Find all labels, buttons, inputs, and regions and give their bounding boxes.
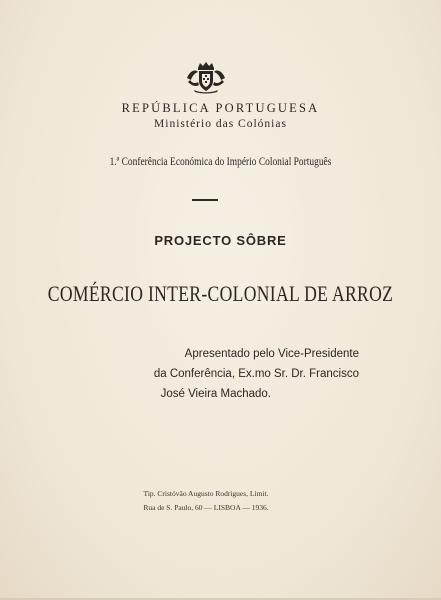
presented-by-line: da Conferência, Ex.mo Sr. Dr. Francisco [153, 368, 359, 380]
ministry-heading: Ministério das Colónias [154, 118, 287, 130]
printer-line: Tip. Cristóvão Augusto Rodrigues, Limit. [143, 489, 269, 498]
coat-of-arms-icon [184, 60, 228, 94]
printer-address-line: Rua de S. Paulo, 60 — LISBOA — 1936. [143, 503, 269, 512]
republic-heading: REPÚBLICA PORTUGUESA [121, 101, 320, 115]
presented-by-block [154, 344, 359, 404]
subject-title: COMÉRCIO INTER-COLONIAL DE ARROZ [47, 281, 394, 306]
divider-rule [192, 199, 218, 201]
conference-title: 1.ª Conferência Económica do Império Colonial Português [109, 156, 332, 168]
project-heading: PROJECTO SÔBRE [154, 233, 287, 248]
presented-by-line: Apresentado pelo Vice-Presidente [184, 348, 359, 360]
presented-by-line: José Vieira Machado. [160, 388, 271, 400]
